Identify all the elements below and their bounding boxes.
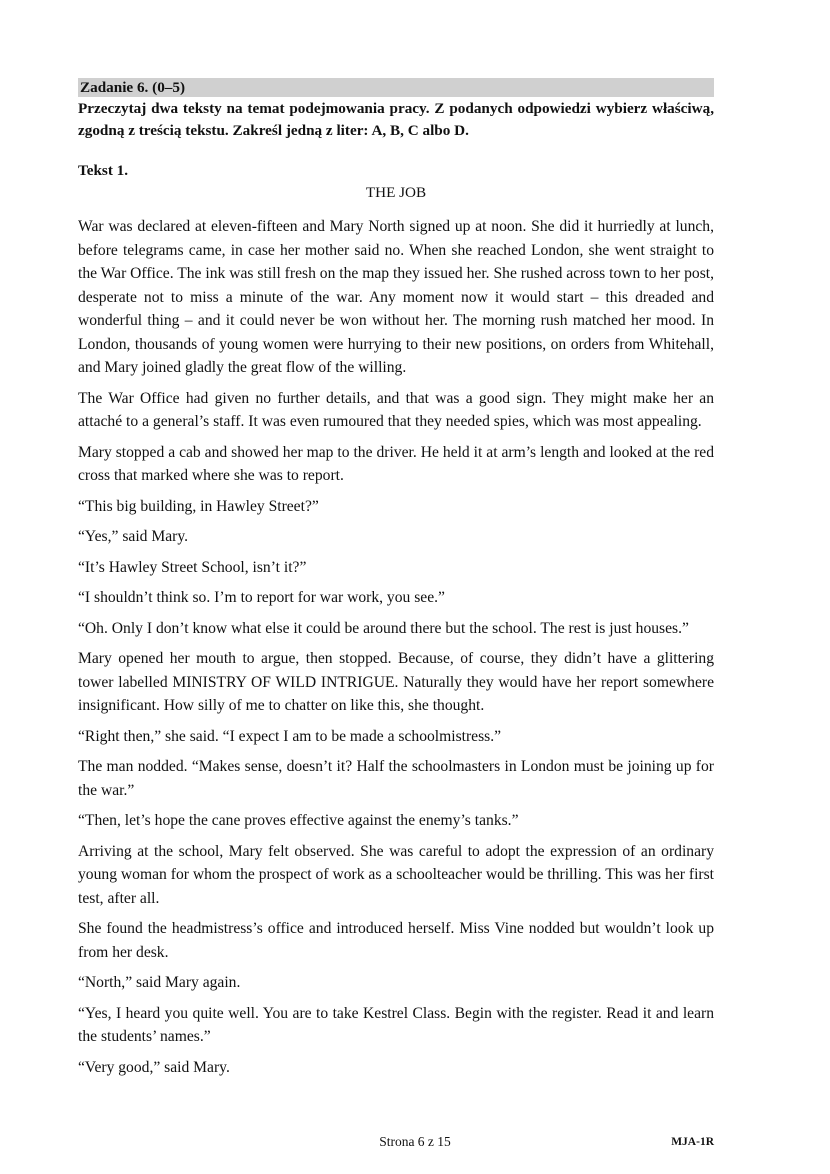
paragraph: The man nodded. “Makes sense, doesn’t it? Half the schoolmasters in London must be joining up for the war.”: [78, 758, 714, 799]
paragraph: “This big building, in Hawley Street?”: [78, 497, 319, 515]
paragraph: “I shouldn’t think so. I’m to report for war work, you see.”: [78, 589, 445, 606]
story-body: [78, 215, 714, 1079]
paragraph: “Right then,” she said. “I expect I am to be made a schoolmistress.”: [78, 727, 502, 745]
paragraph: Arriving at the school, Mary felt observed. She was careful to adopt the expression of an ordinary young woman for whom the prospect of work as a schoolteacher would be thrilling. This was her first test, after all.: [78, 842, 714, 907]
paragraph: She found the headmistress’s office and introduced herself. Miss Vine nodded but wouldn’t look up from her desk.: [78, 920, 714, 961]
paragraph: “Yes, I heard you quite well. You are to take Kestrel Class. Begin with the register. Read it and learn the students’ names.”: [78, 1004, 714, 1045]
task-instruction: Przeczytaj dwa teksty na temat podejmowania pracy. Z podanych odpowiedzi wybierz właściwą, zgodną z treścią tekstu. Zakreśl jedną z liter: A, B, C albo D.: [78, 100, 714, 139]
task-title: Zadanie 6. (0–5): [78, 78, 714, 97]
paragraph: “Then, let’s hope the cane proves effective against the enemy’s tanks.”: [78, 812, 519, 829]
paragraph: Mary stopped a cab and showed her map to the driver. He held it at arm’s length and looked at the red cross that marked where she was to report.: [78, 443, 714, 484]
exam-code: MJA-1R: [671, 1136, 714, 1148]
story-title: THE JOB: [365, 184, 427, 201]
paragraph: “North,” said Mary again.: [78, 974, 241, 991]
text-label: Tekst 1.: [78, 162, 129, 179]
page-number: Strona 6 z 15: [379, 1134, 451, 1149]
page-footer: [0, 1132, 830, 1152]
paragraph: The War Office had given no further details, and that was a good sign. They might make her an attaché to a general’s staff. It was even rumoured that they needed spies, which was most appealing.: [78, 389, 714, 430]
paragraph: “Oh. Only I don’t know what else it could be around there but the school. The rest is just houses.”: [78, 619, 689, 637]
paragraph: War was declared at eleven-fifteen and Mary North signed up at noon. She did it hurriedly at lunch, before telegrams came, in case her mother said no. When she reached London, she went straight to the War Office. The ink was still fresh on the map they issued her. She rushed across town to her post, desperate not to miss a minute of the war. Any moment now it would start – this dreaded and wonderful thing – and it could never be won without her. The morning rush matched her mood. In London, thousands of young women were hurrying to their new positions, on orders from Whitehall, and Mary joined gladly the great flow of the willing.: [78, 218, 714, 376]
paragraph: Mary opened her mouth to argue, then stopped. Because, of course, they didn’t have a glittering tower labelled MINISTRY OF WILD INTRIGUE. Naturally they would have her report somewhere insignificant. How silly of me to chatter on like this, she thought.: [78, 650, 714, 714]
paragraph: “Very good,” said Mary.: [78, 1058, 230, 1076]
paragraph: “Yes,” said Mary.: [78, 528, 189, 545]
paragraph: “It’s Hawley Street School, isn’t it?”: [78, 558, 307, 576]
exam-page: [78, 78, 714, 1086]
